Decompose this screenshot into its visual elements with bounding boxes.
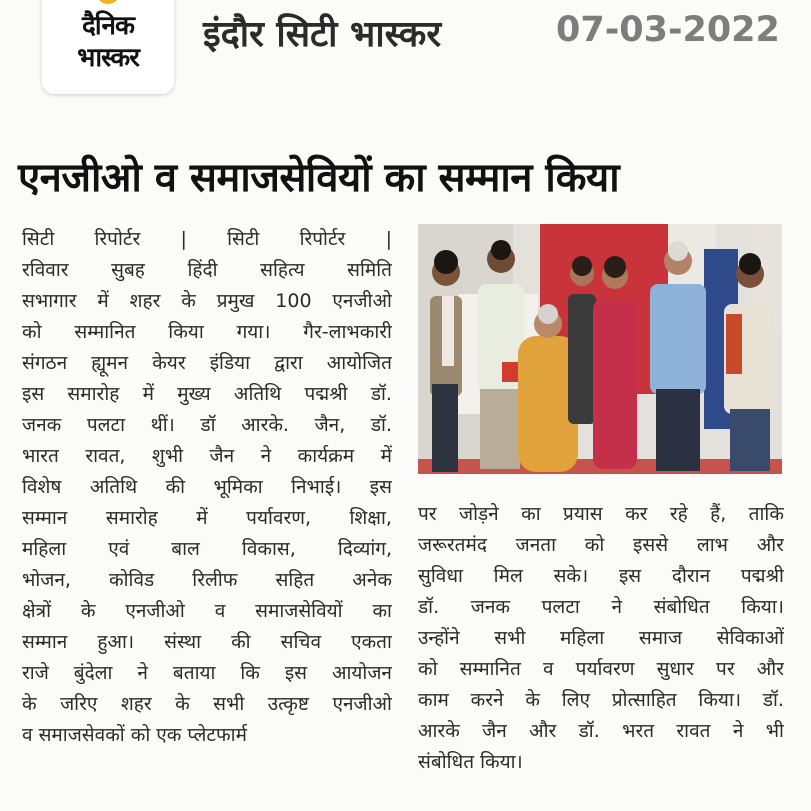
article-line: क्षेत्रों के एनजीओ व समाजसेवियों का	[22, 600, 392, 622]
article-line: सभागार में शहर के प्रमुख 100 एनजीओ	[22, 290, 392, 312]
article-line: भारत रावत, शुभी जैन ने कार्यक्रम में	[22, 445, 392, 467]
edition-date: 07-03-2022	[556, 10, 780, 50]
edition-title: इंदौर सिटी भास्कर	[203, 14, 442, 55]
group-photo-illustration	[418, 224, 782, 474]
article-line: सम्मान हुआ। संस्था की सचिव एकता	[22, 631, 392, 653]
article-line: पर जोड़ने का प्रयास कर रहे हैं, ताकि	[418, 503, 784, 525]
article-line: के जरिए शहर के सभी उत्कृष्ट एनजीओ	[22, 693, 392, 715]
logo-line2: भास्कर	[77, 43, 139, 73]
article-line: इस समारोह में मुख्य अतिथि पद्मश्री डॉ.	[22, 383, 392, 405]
article-line: को सम्मानित व पर्यावरण सुधार पर और	[418, 658, 784, 680]
article-line: सम्मान समारोह में पर्यावरण, शिक्षा,	[22, 507, 392, 529]
article-line: काम करने के लिए प्रोत्साहित किया। डॉ.	[418, 689, 784, 711]
article-line: संगठन ह्यूमन केयर इंडिया द्वारा आयोजित	[22, 352, 392, 374]
article-line: व समाजसेवकों को एक प्लेटफार्म	[22, 724, 247, 746]
page-header	[0, 0, 811, 115]
article-column-2	[418, 499, 784, 778]
article-line: सुविधा मिल सके। इस दौरान पद्मश्री	[418, 565, 784, 587]
article-line: भोजन, कोविड रिलीफ सहित अनेक	[22, 569, 392, 591]
article-line: रविवार सुबह हिंदी सहित्य समिति	[22, 259, 392, 281]
event-photo	[418, 224, 782, 474]
article-line: जनक पलटा थीं। डॉ आरके. जैन, डॉ.	[22, 414, 392, 436]
article-headline: एनजीओ व समाजसेवियों का सम्मान किया	[18, 155, 620, 201]
article-line: महिला एवं बाल विकास, दिव्यांग,	[22, 538, 392, 560]
article-line: सिटी रिपोर्टर | सिटी रिपोर्टर |	[22, 228, 392, 250]
article-line: विशेष अतिथि की भूमिका निभाई। इस	[22, 476, 392, 498]
dainik-bhaskar-logo	[42, 0, 174, 94]
logo-sun-icon	[96, 0, 120, 4]
article-column-1	[22, 224, 392, 751]
article-line: जरूरतमंद जनता को इससे लाभ और	[418, 534, 784, 556]
article-line: राजे बुंदेला ने बताया कि इस आयोजन	[22, 662, 392, 684]
article-line: संबोधित किया।	[418, 751, 523, 773]
article-line: डॉ. जनक पलटा ने संबोधित किया।	[418, 596, 784, 618]
article-line: को सम्मानित किया गया। गैर-लाभकारी	[22, 321, 392, 343]
article-line: आरके जैन और डॉ. भरत रावत ने भी	[418, 720, 784, 742]
logo-line1: दैनिक	[82, 11, 134, 41]
article-line: उन्होंने सभी महिला समाज सेविकाओं	[418, 627, 784, 649]
